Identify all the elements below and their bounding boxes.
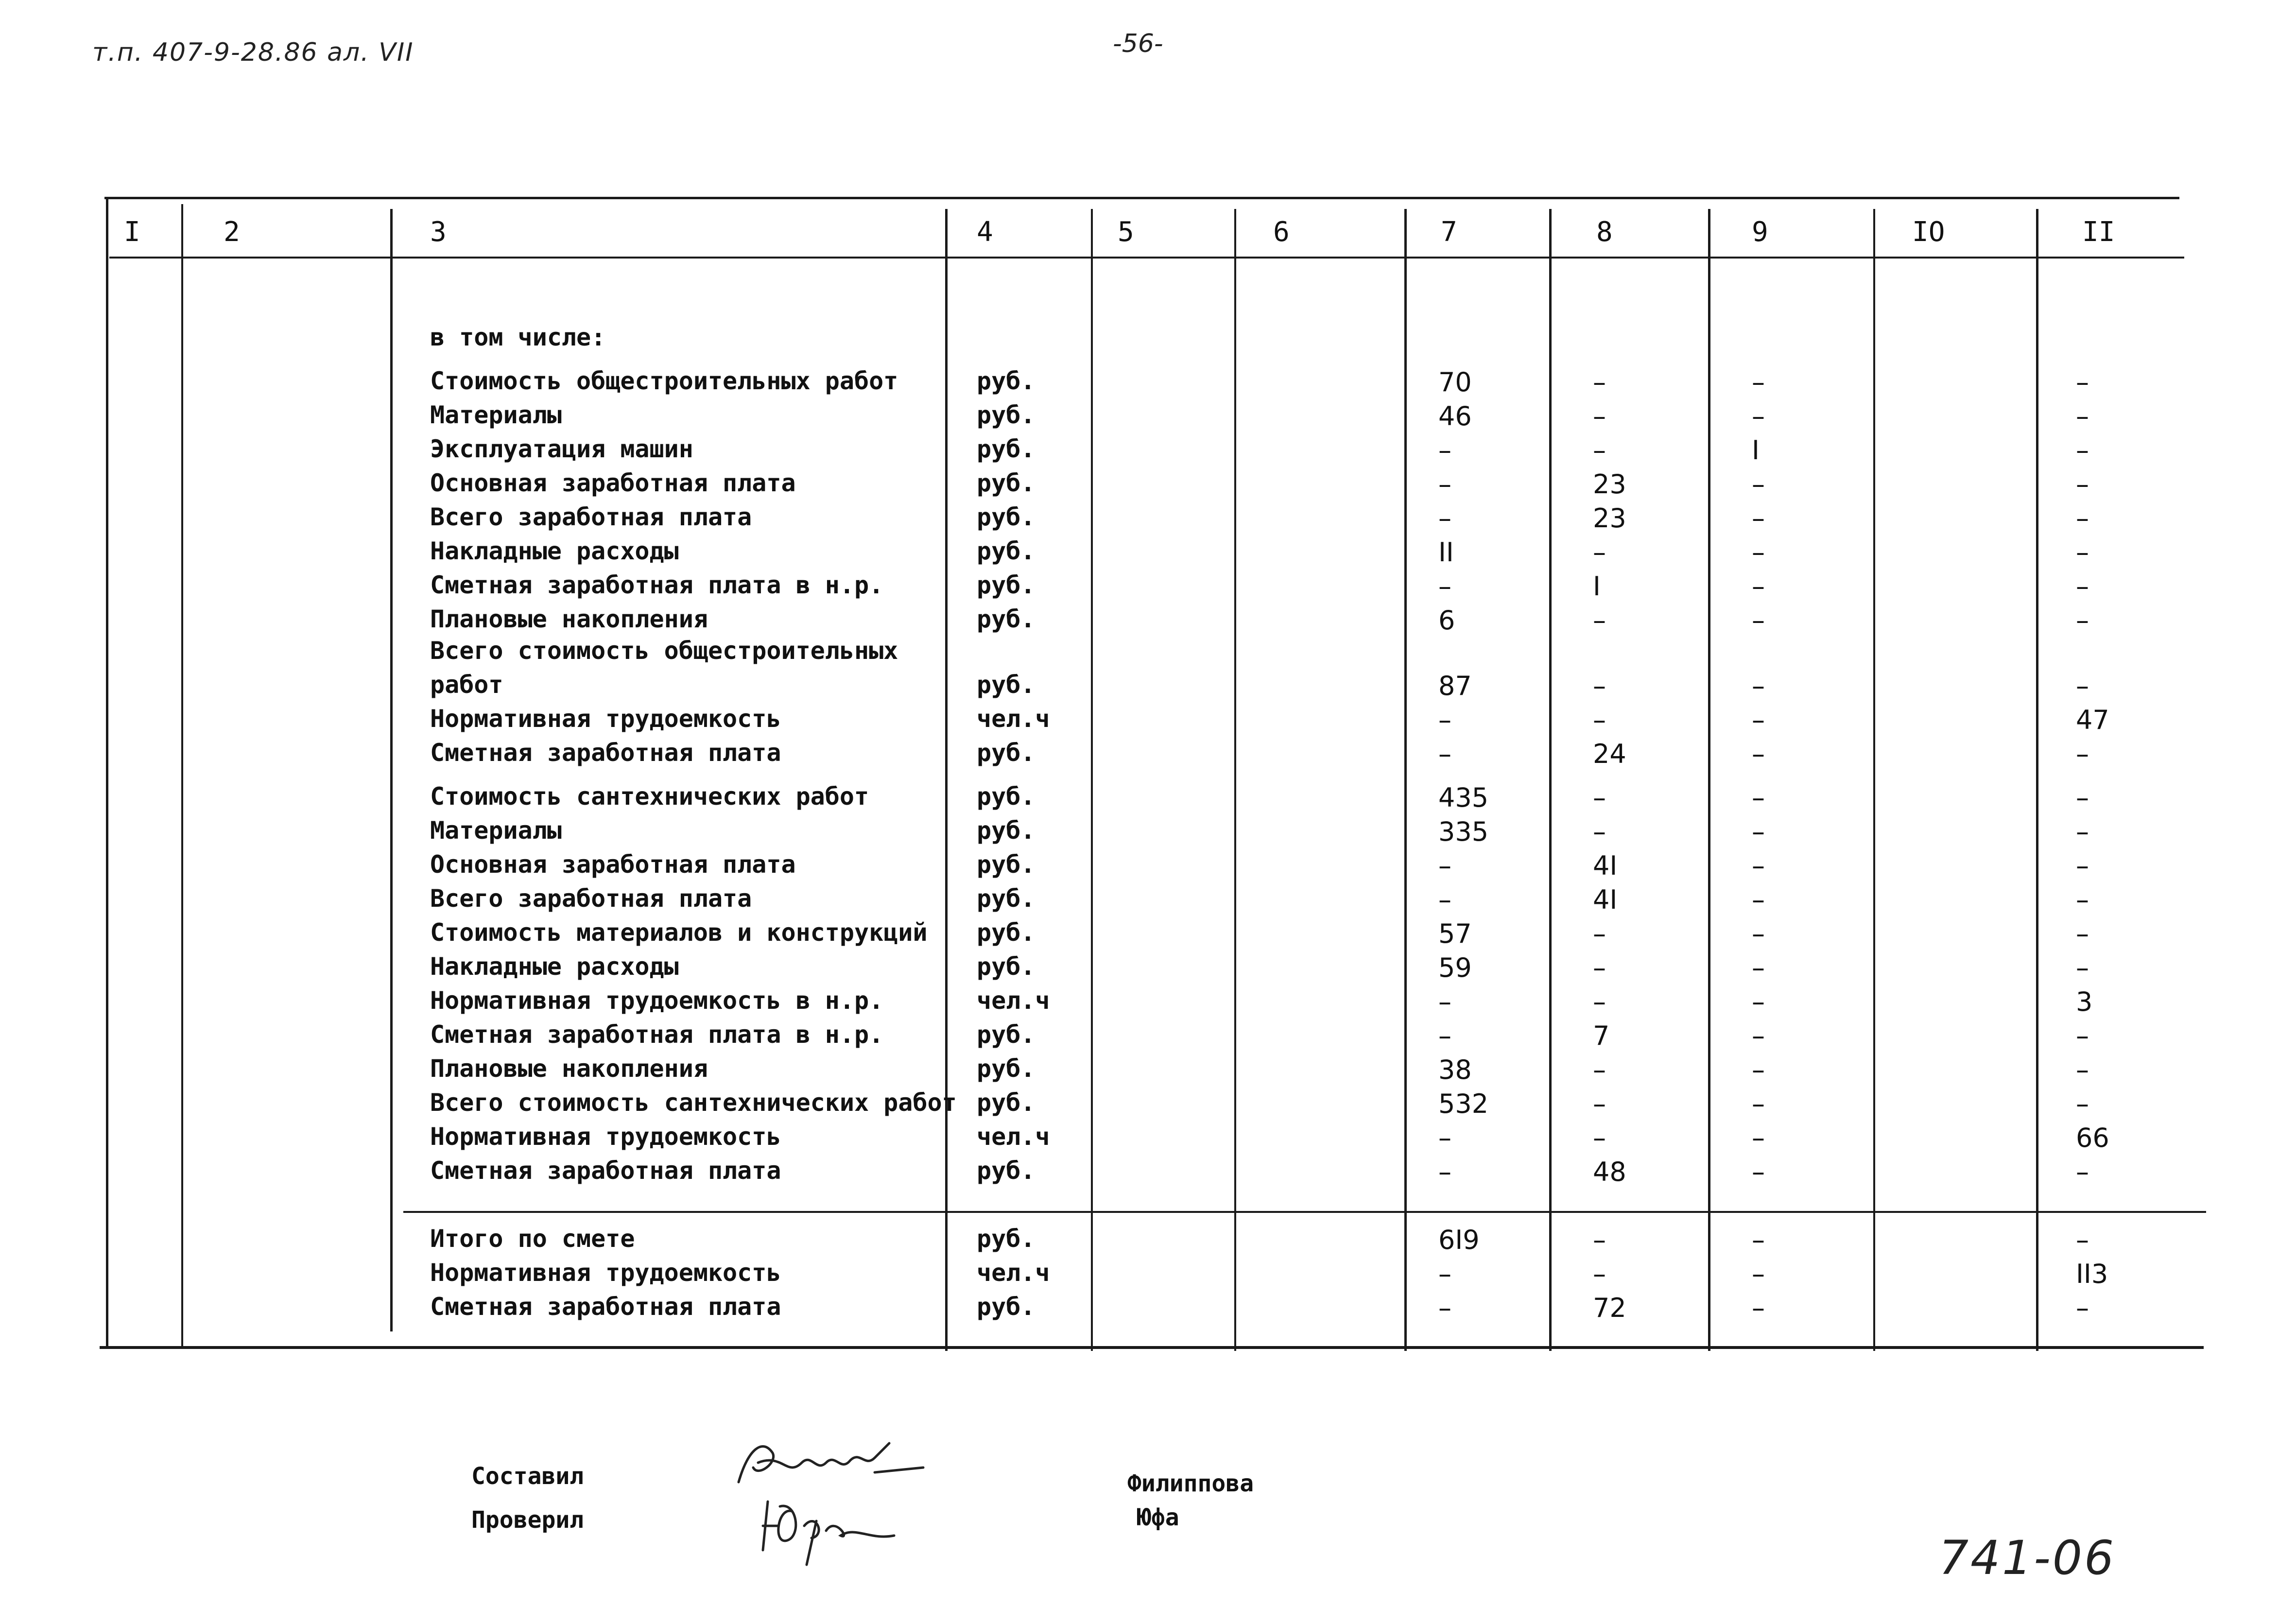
cell-c7: 6I9 bbox=[1438, 1225, 1480, 1255]
column-header: 7 bbox=[1441, 216, 1457, 248]
table-row bbox=[0, 469, 2296, 503]
cell-c3: Эксплуатация машин bbox=[430, 435, 693, 463]
cell-c9: – bbox=[1752, 1293, 1765, 1323]
cell-c9: – bbox=[1752, 1089, 1765, 1119]
cell-c8: – bbox=[1593, 918, 1606, 949]
cell-c8: – bbox=[1593, 1123, 1606, 1153]
cell-c7: – bbox=[1438, 1259, 1451, 1289]
cell-c4: руб. bbox=[977, 503, 1036, 531]
table-row bbox=[0, 323, 2296, 357]
table-row bbox=[0, 401, 2296, 435]
table-row bbox=[0, 637, 2296, 671]
cell-c11: II3 bbox=[2076, 1259, 2108, 1289]
cell-c7: 532 bbox=[1438, 1089, 1489, 1119]
cell-c11: – bbox=[2076, 918, 2089, 949]
cell-c4: чел.ч bbox=[977, 705, 1050, 733]
cell-c9: – bbox=[1752, 1020, 1765, 1051]
column-header: 3 bbox=[430, 216, 447, 248]
column-header: 8 bbox=[1596, 216, 1613, 248]
cell-c11: – bbox=[2076, 1293, 2089, 1323]
cell-c8: 7 bbox=[1593, 1020, 1610, 1051]
cell-c9: – bbox=[1752, 605, 1765, 636]
cell-c7: – bbox=[1438, 503, 1451, 534]
cell-c7: – bbox=[1438, 469, 1451, 500]
cell-c9: – bbox=[1752, 918, 1765, 949]
table-row bbox=[0, 739, 2296, 773]
checked-by-label: Проверил bbox=[471, 1506, 584, 1534]
cell-c11: – bbox=[2076, 671, 2089, 701]
cell-c3: Итого по смете bbox=[430, 1225, 635, 1253]
cell-c8: – bbox=[1593, 537, 1606, 568]
cell-c9: – bbox=[1752, 986, 1765, 1017]
cell-c4: руб. bbox=[977, 1225, 1036, 1253]
cell-c11: – bbox=[2076, 1020, 2089, 1051]
cell-c7: 87 bbox=[1438, 671, 1472, 701]
cell-c3: Всего стоимость общестроительных bbox=[430, 637, 898, 665]
cell-c4: руб. bbox=[977, 671, 1036, 699]
cell-c3: Материалы bbox=[430, 816, 562, 845]
cell-c9: – bbox=[1752, 571, 1765, 602]
cell-c3: Материалы bbox=[430, 401, 562, 429]
cell-c3: Нормативная трудоемкость bbox=[430, 705, 781, 733]
cell-c11: – bbox=[2076, 739, 2089, 769]
cell-c8: – bbox=[1593, 1054, 1606, 1085]
cell-c4: руб. bbox=[977, 952, 1036, 981]
cell-c7: 435 bbox=[1438, 782, 1489, 813]
table-row bbox=[0, 1259, 2296, 1293]
cell-c11: – bbox=[2076, 401, 2089, 432]
cell-c7: II bbox=[1438, 537, 1454, 568]
cell-c8: 48 bbox=[1593, 1157, 1626, 1187]
cell-c4: руб. bbox=[977, 1293, 1036, 1321]
total-section-divider bbox=[403, 1211, 2206, 1213]
table-row bbox=[0, 1123, 2296, 1157]
table-row bbox=[0, 850, 2296, 884]
cell-c11: – bbox=[2076, 782, 2089, 813]
cell-c8: – bbox=[1593, 1259, 1606, 1289]
table-row bbox=[0, 1225, 2296, 1259]
cell-c8: 23 bbox=[1593, 469, 1626, 500]
table-row bbox=[0, 435, 2296, 469]
column-header: I bbox=[124, 216, 140, 248]
cell-c4: руб. bbox=[977, 918, 1036, 947]
cell-c4: руб. bbox=[977, 782, 1036, 811]
cell-c8: – bbox=[1593, 952, 1606, 983]
cell-c7: – bbox=[1438, 1157, 1451, 1187]
cell-c4: руб. bbox=[977, 469, 1036, 497]
cell-c4: руб. bbox=[977, 1054, 1036, 1083]
cell-c3: Нормативная трудоемкость в н.р. bbox=[430, 986, 884, 1015]
cell-c3: Стоимость общестроительных работ bbox=[430, 367, 898, 395]
cell-c8: – bbox=[1593, 1225, 1606, 1255]
cell-c4: руб. bbox=[977, 435, 1036, 463]
table-row bbox=[0, 1293, 2296, 1327]
table-row bbox=[0, 571, 2296, 605]
cell-c3: Нормативная трудоемкость bbox=[430, 1123, 781, 1151]
table-row bbox=[0, 503, 2296, 537]
cell-c7: – bbox=[1438, 571, 1451, 602]
cell-c3: Сметная заработная плата bbox=[430, 739, 781, 767]
cell-c7: 57 bbox=[1438, 918, 1472, 949]
cell-c4: чел.ч bbox=[977, 986, 1050, 1015]
cell-c4: чел.ч bbox=[977, 1259, 1050, 1287]
cell-c3: Основная заработная плата bbox=[430, 469, 796, 497]
cell-c8: 4I bbox=[1593, 850, 1618, 881]
cell-c3: Сметная заработная плата в н.р. bbox=[430, 571, 884, 599]
cell-c3: Стоимость сантехнических работ bbox=[430, 782, 869, 811]
cell-c9: – bbox=[1752, 537, 1765, 568]
table-row bbox=[0, 986, 2296, 1020]
cell-c4: руб. bbox=[977, 1089, 1036, 1117]
table-top-border bbox=[104, 197, 2179, 199]
cell-c11: – bbox=[2076, 1225, 2089, 1255]
cell-c8: 72 bbox=[1593, 1293, 1626, 1323]
checked-by-name: Юфа bbox=[1137, 1504, 1179, 1531]
cell-c3: работ bbox=[430, 671, 503, 699]
cell-c3: Сметная заработная плата в н.р. bbox=[430, 1020, 884, 1049]
compiled-by-name: Филиппова bbox=[1127, 1470, 1254, 1497]
table-row bbox=[0, 671, 2296, 705]
cell-c9: – bbox=[1752, 952, 1765, 983]
cell-c7: 46 bbox=[1438, 401, 1472, 432]
cell-c9: – bbox=[1752, 1225, 1765, 1255]
cell-c9: – bbox=[1752, 850, 1765, 881]
cell-c9: – bbox=[1752, 1259, 1765, 1289]
cell-c3: Накладные расходы bbox=[430, 952, 679, 981]
cell-c11: – bbox=[2076, 605, 2089, 636]
table-row bbox=[0, 952, 2296, 986]
cell-c8: – bbox=[1593, 367, 1606, 397]
cell-c3: Сметная заработная плата bbox=[430, 1293, 781, 1321]
table-row bbox=[0, 918, 2296, 952]
column-header: IO bbox=[1912, 216, 1945, 248]
cell-c11: – bbox=[2076, 1089, 2089, 1119]
cell-c11: – bbox=[2076, 1054, 2089, 1085]
cell-c9: I bbox=[1752, 435, 1760, 466]
cell-c8: – bbox=[1593, 986, 1606, 1017]
cell-c4: руб. bbox=[977, 739, 1036, 767]
cell-c7: 335 bbox=[1438, 816, 1489, 847]
cell-c7: – bbox=[1438, 1123, 1451, 1153]
table-row bbox=[0, 816, 2296, 850]
cell-c7: 38 bbox=[1438, 1054, 1472, 1085]
cell-c3: Сметная заработная плата bbox=[430, 1157, 781, 1185]
cell-c11: 3 bbox=[2076, 986, 2093, 1017]
cell-c9: – bbox=[1752, 782, 1765, 813]
cell-c7: – bbox=[1438, 1293, 1451, 1323]
cell-c8: 4I bbox=[1593, 884, 1618, 915]
cell-c11: – bbox=[2076, 952, 2089, 983]
cell-c4: руб. bbox=[977, 1157, 1036, 1185]
column-header: II bbox=[2082, 216, 2115, 248]
cell-c9: – bbox=[1752, 739, 1765, 769]
cell-c4: руб. bbox=[977, 605, 1036, 633]
column-header: 6 bbox=[1273, 216, 1290, 248]
table-row bbox=[0, 1157, 2296, 1191]
cell-c9: – bbox=[1752, 401, 1765, 432]
cell-c7: 6 bbox=[1438, 605, 1455, 636]
table-row bbox=[0, 705, 2296, 739]
cell-c11: – bbox=[2076, 1157, 2089, 1187]
table-row bbox=[0, 605, 2296, 639]
cell-c11: – bbox=[2076, 850, 2089, 881]
cell-c4: чел.ч bbox=[977, 1123, 1050, 1151]
cell-c9: – bbox=[1752, 671, 1765, 701]
cell-c4: руб. bbox=[977, 884, 1036, 913]
cell-c8: – bbox=[1593, 705, 1606, 735]
cell-c7: – bbox=[1438, 435, 1451, 466]
page-number: -56- bbox=[1113, 29, 1163, 58]
table-row bbox=[0, 1020, 2296, 1054]
cell-c3: Всего заработная плата bbox=[430, 884, 752, 913]
table-row bbox=[0, 537, 2296, 571]
cell-c8: 24 bbox=[1593, 739, 1626, 769]
cell-c9: – bbox=[1752, 1054, 1765, 1085]
cell-c11: 47 bbox=[2076, 705, 2109, 735]
cell-c8: 23 bbox=[1593, 503, 1626, 534]
cell-c7: – bbox=[1438, 1020, 1451, 1051]
cell-c8: – bbox=[1593, 435, 1606, 466]
cell-c8: – bbox=[1593, 605, 1606, 636]
cell-c11: – bbox=[2076, 469, 2089, 500]
cell-c11: – bbox=[2076, 884, 2089, 915]
column-header: 2 bbox=[224, 216, 240, 248]
cell-c3: Нормативная трудоемкость bbox=[430, 1259, 781, 1287]
cell-c3: Всего заработная плата bbox=[430, 503, 752, 531]
table-row bbox=[0, 1089, 2296, 1123]
cell-c3: Плановые накопления bbox=[430, 605, 708, 633]
cell-c7: – bbox=[1438, 705, 1451, 735]
cell-c9: – bbox=[1752, 367, 1765, 397]
cell-c11: – bbox=[2076, 537, 2089, 568]
cell-c4: руб. bbox=[977, 850, 1036, 879]
cell-c11: – bbox=[2076, 571, 2089, 602]
cell-c3: Накладные расходы bbox=[430, 537, 679, 565]
cell-c9: – bbox=[1752, 469, 1765, 500]
table-row bbox=[0, 782, 2296, 816]
table-row bbox=[0, 1054, 2296, 1089]
document-code: т.п. 407-9-28.86 ал. VII bbox=[92, 38, 414, 67]
cell-c9: – bbox=[1752, 503, 1765, 534]
cell-c4: руб. bbox=[977, 367, 1036, 395]
column-header: 9 bbox=[1752, 216, 1768, 248]
handwritten-signature-checked bbox=[758, 1492, 914, 1570]
handwritten-archive-number: 741-06 bbox=[1939, 1531, 2116, 1585]
cell-c11: 66 bbox=[2076, 1123, 2109, 1153]
cell-c4: руб. bbox=[977, 401, 1036, 429]
handwritten-signature-compiled bbox=[729, 1434, 933, 1497]
cell-c11: – bbox=[2076, 435, 2089, 466]
cell-c8: I bbox=[1593, 571, 1601, 602]
cell-c11: – bbox=[2076, 816, 2089, 847]
cell-c7: 70 bbox=[1438, 367, 1472, 397]
cell-c8: – bbox=[1593, 671, 1606, 701]
cell-c8: – bbox=[1593, 816, 1606, 847]
cell-c8: – bbox=[1593, 782, 1606, 813]
cell-c9: – bbox=[1752, 705, 1765, 735]
cell-c9: – bbox=[1752, 1157, 1765, 1187]
cell-c3: Плановые накопления bbox=[430, 1054, 708, 1083]
cell-c7: – bbox=[1438, 884, 1451, 915]
cell-c3: Основная заработная плата bbox=[430, 850, 796, 879]
cell-c3: Стоимость материалов и конструкций bbox=[430, 918, 928, 947]
cell-c9: – bbox=[1752, 884, 1765, 915]
cell-c3: в том числе: bbox=[430, 323, 606, 351]
cell-c8: – bbox=[1593, 401, 1606, 432]
cell-c9: – bbox=[1752, 816, 1765, 847]
cell-c4: руб. bbox=[977, 571, 1036, 599]
table-row bbox=[0, 367, 2296, 401]
cell-c4: руб. bbox=[977, 816, 1036, 845]
cell-c3: Всего стоимость сантехнических работ bbox=[430, 1089, 957, 1117]
cell-c8: – bbox=[1593, 1089, 1606, 1119]
cell-c11: – bbox=[2076, 503, 2089, 534]
cell-c4: руб. bbox=[977, 1020, 1036, 1049]
cell-c11: – bbox=[2076, 367, 2089, 397]
compiled-by-label: Составил bbox=[471, 1463, 584, 1490]
cell-c7: – bbox=[1438, 739, 1451, 769]
cell-c4: руб. bbox=[977, 537, 1036, 565]
cell-c9: – bbox=[1752, 1123, 1765, 1153]
table-bottom-border bbox=[100, 1346, 2204, 1349]
cell-c7: – bbox=[1438, 986, 1451, 1017]
column-header: 4 bbox=[977, 216, 993, 248]
table-row bbox=[0, 884, 2296, 918]
column-header: 5 bbox=[1118, 216, 1134, 248]
cell-c7: 59 bbox=[1438, 952, 1472, 983]
cell-c7: – bbox=[1438, 850, 1451, 881]
